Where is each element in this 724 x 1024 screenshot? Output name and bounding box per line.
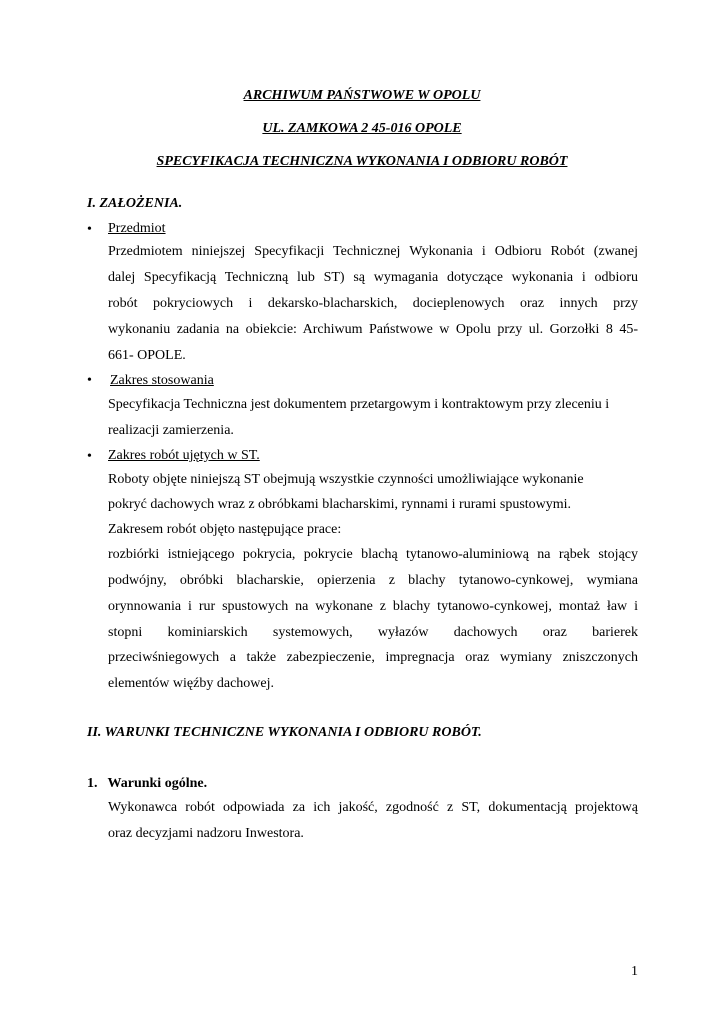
paragraph-line: robót pokryciowych i dekarsko-blacharskich, docieplenowych oraz innych przy (108, 296, 638, 311)
paragraph-line: Przedmiotem niniejszej Specyfikacji Technicznej Wykonania i Odbioru Robót (zwanej (108, 244, 638, 259)
bullet-label-zakres-stosowania: Zakres stosowania (110, 373, 214, 388)
paragraph-line: stopni kominiarskich systemowych, wyłazów dachowych oraz barierek (108, 625, 638, 640)
section-2-title: II. WARUNKI TECHNICZNE WYKONANIA I ODBIORU ROBÓT. (87, 725, 482, 740)
paragraph-line: oraz decyzjami nadzoru Inwestora. (108, 826, 304, 841)
paragraph-line: pokryć dachowych wraz z obróbkami blacharskimi, rynnami i rurami spustowymi. (108, 497, 572, 512)
bullet-label-przedmiot: Przedmiot (108, 221, 166, 236)
subsection-heading (87, 776, 207, 792)
bullet-icon: • (87, 373, 92, 388)
header-document-title: SPECYFIKACJA TECHNICZNA WYKONANIA I ODBIORU ROBÓT (156, 154, 568, 169)
paragraph-line: wykonaniu zadania na obiekcie: Archiwum Państwowe w Opolu przy ul. Gorzołki 8 45- (108, 322, 638, 337)
paragraph-line: Roboty objęte niniejszą ST obejmują wszystkie czynności umożliwiające wykonanie (108, 472, 584, 487)
paragraph-line: realizacji zamierzenia. (108, 423, 234, 438)
paragraph-line: 661- OPOLE. (108, 348, 186, 363)
paragraph-line: Wykonawca robót odpowiada za ich jakość, zgodność z ST, dokumentacją projektową (108, 800, 638, 815)
paragraph-line: Specyfikacja Techniczna jest dokumentem przetargowym i kontraktowym przy zleceniu i (108, 397, 610, 412)
paragraph-line: elementów więźby dachowej. (108, 676, 274, 691)
section-1-title: I. ZAŁOŻENIA. (87, 196, 183, 211)
header-institution: ARCHIWUM PAŃSTWOWE W OPOLU (243, 88, 481, 103)
bullet-label-zakres-robot: Zakres robót ujętych w ST. (108, 448, 260, 463)
subsection-number: 1. (87, 776, 98, 791)
page-number: 1 (631, 964, 638, 979)
subsection-title: Warunki ogólne. (107, 776, 208, 791)
paragraph-line: rozbiórki istniejącego pokrycia, pokrycie blachą tytanowo-aluminiową na rąbek stojący (108, 547, 638, 562)
bullet-icon: • (87, 222, 92, 237)
paragraph-line: Zakresem robót objęto następujące prace: (108, 522, 342, 537)
paragraph-line: podwójny, obróbki blacharskie, opierzenia z blachy tytanowo-cynkowej, wymiana (108, 573, 638, 588)
header-address: UL. ZAMKOWA 2 45-016 OPOLE (262, 121, 462, 136)
paragraph-line: przeciwśniegowych a także zabezpieczenie, impregnacja oraz wymiany zniszczonych (108, 650, 638, 665)
bullet-icon: • (87, 449, 92, 464)
paragraph-line: dalej Specyfikacją Techniczną lub ST) są wymagania dotyczące wykonania i odbioru (108, 270, 638, 285)
paragraph-line: orynnowania i rur spustowych na wykonane z blachy tytanowo-cynkowej, montaż ław i (108, 599, 638, 614)
